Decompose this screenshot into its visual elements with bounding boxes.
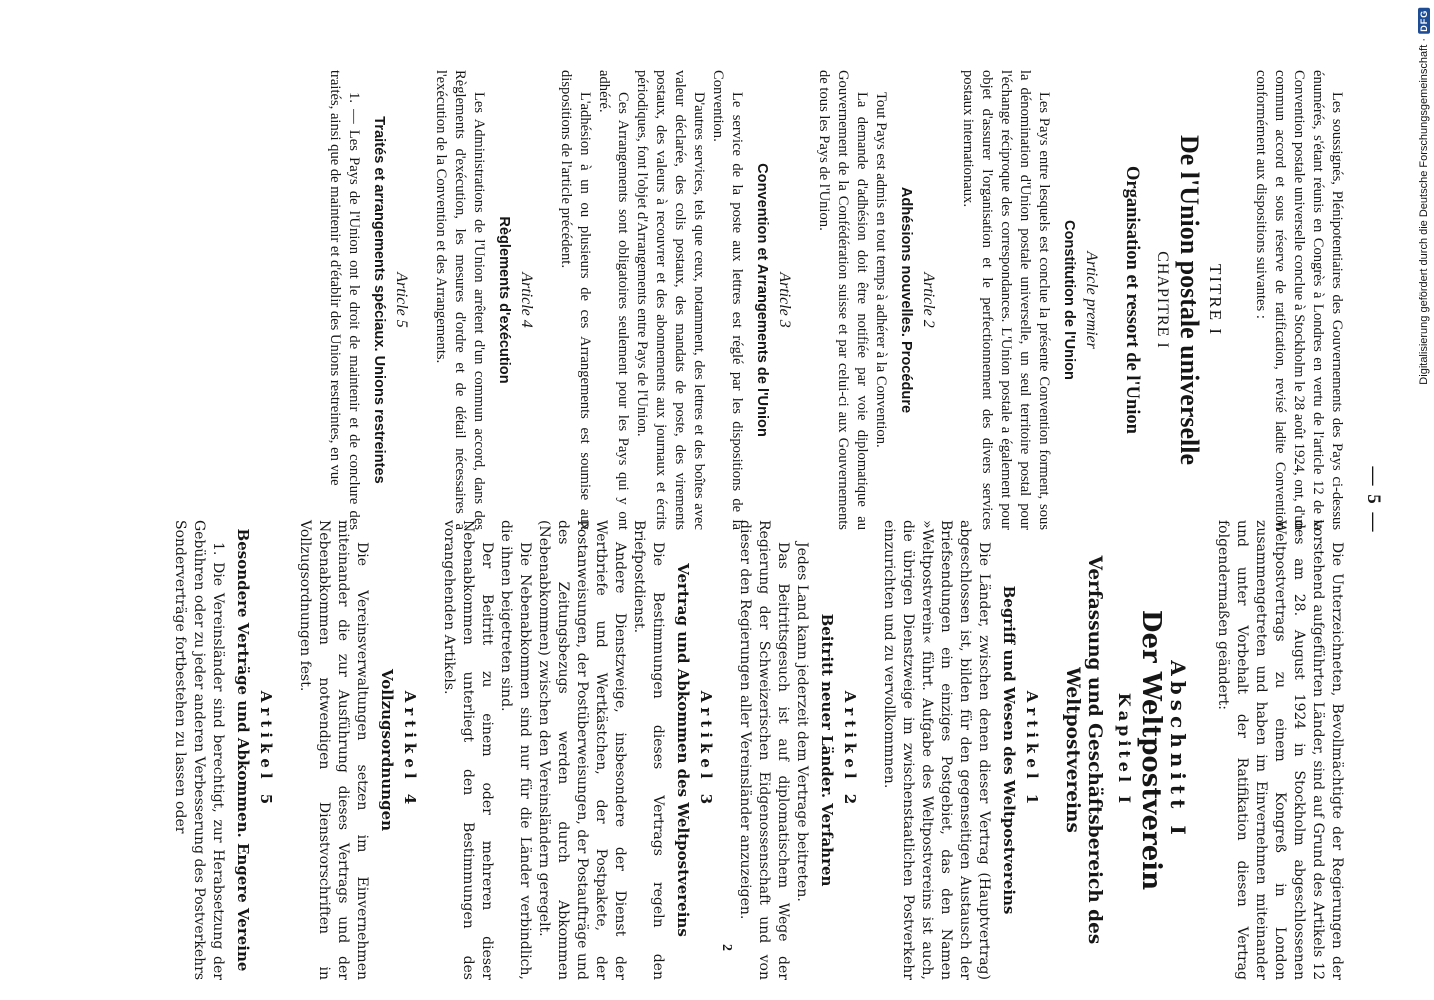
french-chapitre: CHAPITRE I [1154, 251, 1171, 349]
french-article-3-heading: Convention et Arrangements de l'Union [754, 163, 770, 437]
french-article-3-para-2: D'autres services, tels que ceux, notamment, des lettres et des boîtes avec valeur déclarée, des colis postaux, des mandats de poste, des virements postaux, des valeurs à recouvrer et des abonnements aux journaux et écrits périodiques, font l'objet d'Arrangements entre Pays de l'Union. [634, 70, 707, 530]
german-abschnitt-name: Der Weltpostverein [1136, 609, 1166, 891]
german-article-2-para-2: Das Beitrittsgesuch ist auf diplomatischem Wege der Regierung der Schweizerischen Eidgenossenschaft und von dieser den Regierungen aller Vereinsländer anzuzeigen. [737, 520, 791, 980]
german-abschnitt: Abschnitt I [1166, 660, 1190, 840]
french-article-1-label: Article premier [1083, 251, 1100, 349]
french-chapitre-name: Organisation et ressort de l'Union [1122, 166, 1142, 434]
french-article-3-label: Article 3 [776, 272, 793, 328]
german-kapitel: Kapitel I [1115, 692, 1134, 808]
dfg-logo: DFG [1419, 10, 1429, 32]
german-article-4-text: Die Vereinsverwaltungen setzen im Einvernehmen miteinander die zur Ausführung dieses Vertrags und der Nebenabkommen notwendigen Dienstvorschriften in Vollzugsordnungen fest. [297, 520, 370, 980]
german-article-2-heading: Beitritt neuer Länder. Verfahren [818, 613, 836, 887]
french-intro: Les soussignés, Plénipotentiaires des Gouvernements des Pays ci-dessus énumérés, s'étant réunis en Congrès à Londres en vertu de l'article 12 de la Convention postale universelle conclue à Stockholm le 28 août 1924, ont, d'un commun accord et sous réserve de ratification, revisé ladite Convention conformément aux dispositions suivantes : [1253, 70, 1345, 530]
german-article-3-label: Artikel 3 [697, 690, 715, 810]
french-article-4-label: Article 4 [518, 272, 535, 328]
french-article-3-para-3: Ces Arrangements sont obligatoires seulement pour les Pays qui y ont adhéré. [596, 70, 631, 530]
french-article-4-heading: Règlements d'exécution [496, 216, 512, 384]
french-article-5-heading: Traités et arrangements spéciaux. Unions restreintes [371, 116, 387, 484]
german-article-5-label: Artikel 5 [257, 690, 275, 810]
german-column [170, 520, 1346, 980]
digitization-stamp [1414, 8, 1434, 992]
german-article-1-text: Die Länder, zwischen denen dieser Vertrag (Hauptvertrag) abgeschlossen ist, bilden für den gegenseitigen Austausch der Briefsendungen ein einziges Postgebiet, das den Namen »Weltpostverein« führt. Aufgabe des Weltpostvereins ist auch, die übrigen Dienstzweige im zwischenstaatlichen Postverkehr einzurichten und zu vervollkommnen. [881, 520, 992, 980]
french-article-5-text: 1. — Les Pays de l'Union ont le droit de maintenir et de conclure des traités, ainsi que de maintenir et d'établir des Unions restreintes, en vue [327, 70, 362, 530]
german-article-3-para-4: Der Beitritt zu einem oder mehreren dieser Nebenabkommen unterliegt den Bestimmungen des vorangehenden Artikels. [441, 520, 495, 980]
german-article-3-para-3: Die Nebenabkommen sind nur für die Länder verbindlich, die ihnen beigetreten sind. [498, 520, 533, 980]
french-article-2-para-1: Tout Pays est admis en tout temps à adhérer à la Convention. [873, 92, 889, 448]
german-article-1-label: Artikel 1 [1023, 690, 1041, 810]
german-article-3-para-2: Andere Dienstzweige, insbesondere der Dienst der Wertbriefe und Wertkästchen, der Postpakete, der Postanweisungen, der Postüberweisungen, der Postaufträge und des Zeitungsbezugs werden durch Abkommen (Nebenabkommen) zwischen den Vereinsländern geregelt. [536, 520, 628, 980]
german-intro: Die Unterzeichneten, Bevollmächtigte der Regierungen der vorstehend aufgeführten Länder, sind auf Grund des Artikels 12 des am 28. August 1924 in Stockholm abgeschlossenen Weltpostvertrags zu einem Kongreß in London zusammengetreten und haben im Einvernehmen miteinander und unter Vorbehalt der Ratifikation diesen Vertrag folgendermaßen geändert: [1215, 520, 1345, 980]
german-article-3-heading: Vertrag und Abkommen des Weltpostvereins [674, 563, 692, 937]
german-article-5-heading: Besondere Verträge und Abkommen. Engere Vereine [234, 528, 252, 972]
german-article-5-text: 1. Die Vereinsländer sind berechtigt, zur Herabsetzung der Gebühren oder zu jeder anderen Verbesserung des Postverkehrs Sonderverträge fortbestehen zu lassen oder [172, 520, 226, 981]
page-number: — 5 — [1363, 466, 1384, 534]
french-article-1-heading: Constitution de l'Union [1061, 220, 1077, 380]
french-article-1-text: Les Pays entre lesquels est conclue la présente Convention forment, sous la dénomination d'Union postale universelle, un seul territoire postal pour l'échange réciproque des correspondances. L'Union postale a également pour objet d'assurer l'organisation et le perfectionnement des divers services postaux internationaux. [960, 70, 1052, 530]
german-article-2-label: Artikel 2 [841, 690, 859, 810]
french-column [325, 70, 1346, 530]
german-kapitel-name: Verfassung und Geschäftsbereich des Weltpostvereins [1062, 555, 1105, 945]
digitization-note: Digitalisierung gefördert durch die Deutsche Forschungsgemeinschaft · [1418, 38, 1430, 385]
german-article-4-heading: Vollzugsordnungen [378, 668, 396, 832]
french-article-4-text: Les Administrations de l'Union arrêtent d'un commun accord, dans des Règlements d'exécution, les mesures d'ordre et de détail nécessaires à l'exécution de la Convention et des Arrangements. [433, 70, 487, 530]
french-article-5-label: Article 5 [393, 272, 410, 328]
french-article-2-para-2: La demande d'adhésion doit être notifiée par voie diplomatique au Gouvernement de la Confédération suisse et par celui-ci aux Gouvernements de tous les Pays de l'Union. [816, 70, 870, 530]
french-article-3-para-4: L'adhésion à un ou plusieurs de ces Arrangements est soumise aux dispositions de l'article précédent. [558, 70, 593, 530]
french-titre-name: De l'Union postale universelle [1175, 134, 1204, 466]
footer-signature: 2 [719, 944, 734, 951]
german-article-4-label: Artikel 4 [401, 690, 419, 810]
french-article-2-heading: Adhésions nouvelles. Procédure [898, 186, 914, 414]
german-article-2-para-1: Jedes Land kann jederzeit dem Vertrage beitreten. [794, 542, 810, 902]
french-article-2-label: Article 2 [920, 272, 937, 328]
german-article-3-para-1: Die Bestimmungen dieses Vertrags regeln den Briefpostdienst. [631, 520, 666, 980]
german-article-1-heading: Begriff und Wesen des Weltpostvereins [1000, 585, 1018, 915]
french-article-3-para-1: Le service de la poste aux lettres est réglé par les dispositions de la Convention. [710, 70, 745, 530]
french-titre: TITRE I [1206, 263, 1225, 337]
